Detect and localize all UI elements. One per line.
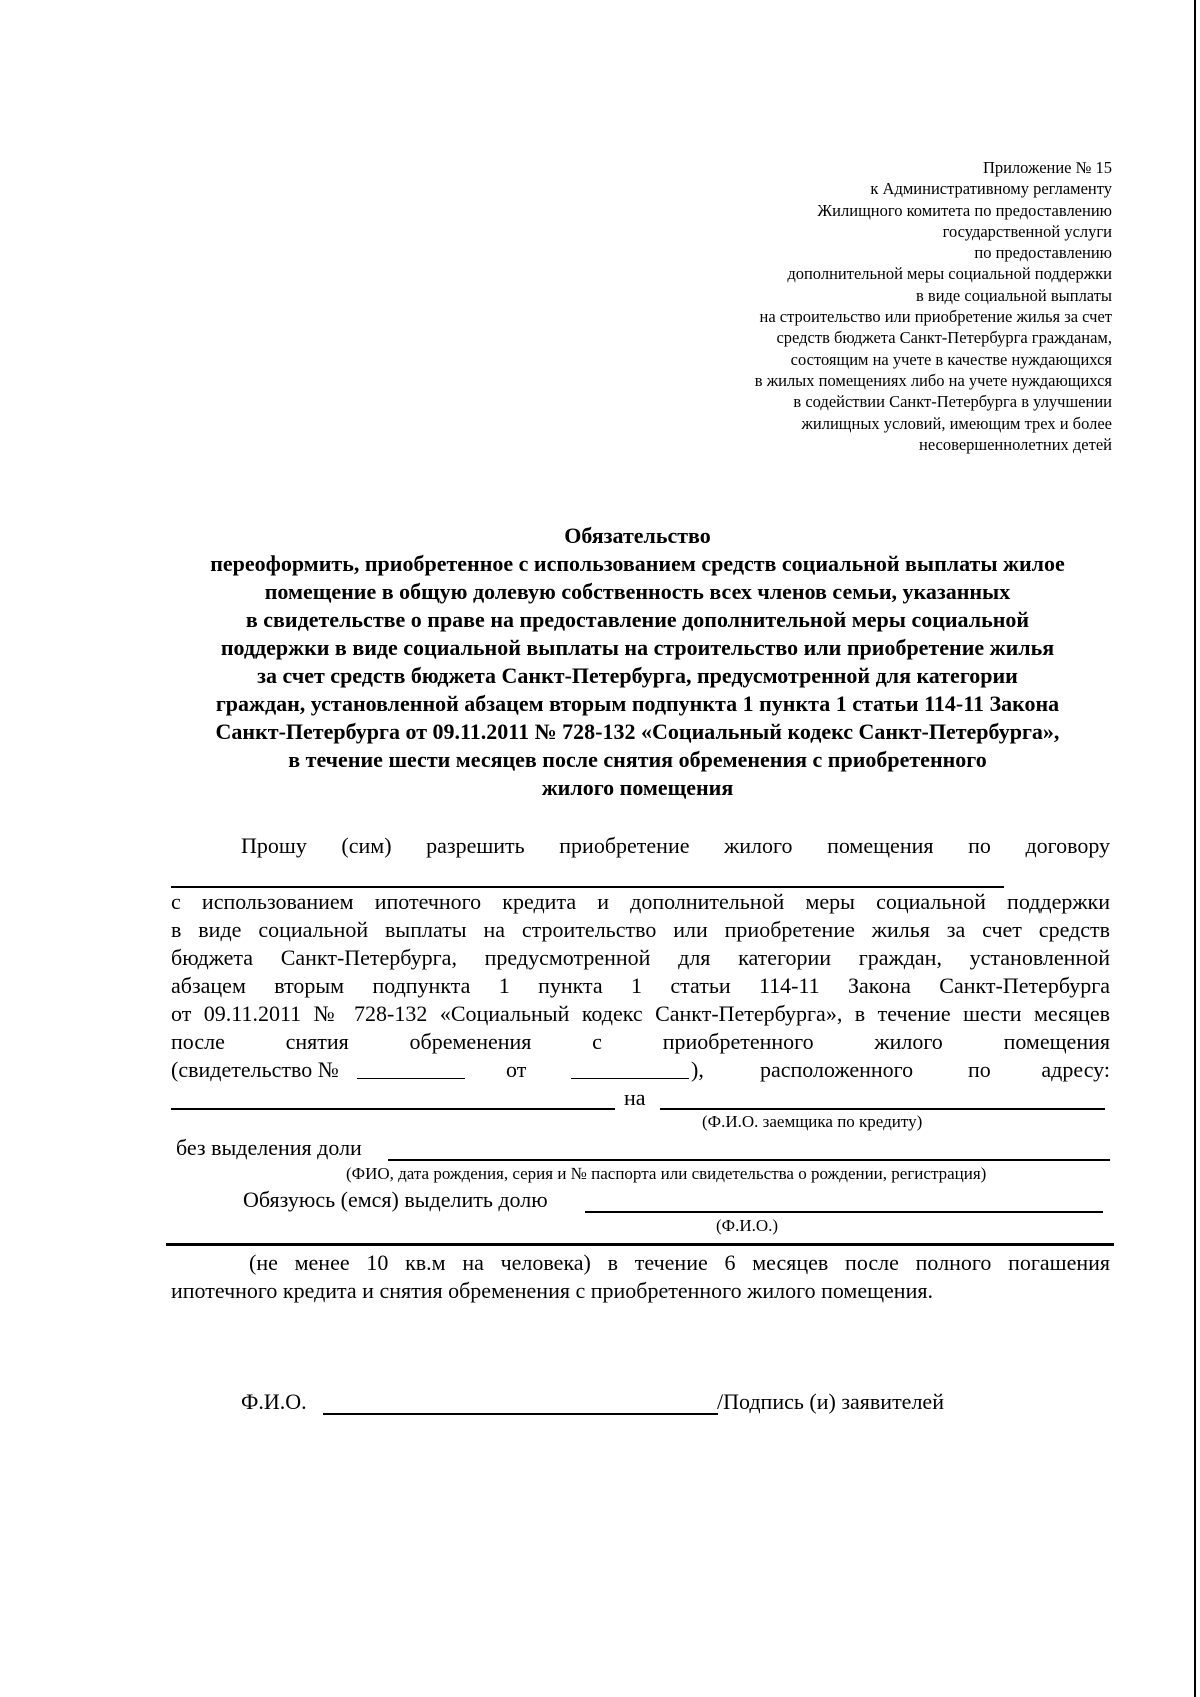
certificate-number-blank[interactable] [357,1078,465,1079]
page-edge-line [1194,0,1196,1697]
appendix-line: государственной услуги [942,221,1112,241]
title-line: поддержки в виде социальной выплаты на строительство или приобретение жилья [220,635,1055,660]
paragraph-word: после [171,1029,225,1054]
request-word: жилого [724,833,793,858]
title-line: переоформить, приобретенное с использованием средств социальной выплаты жилое [210,551,1065,576]
appendix-line: в содействии Санкт-Петербурга в улучшении [793,392,1112,412]
paragraph-line: в виде социальной выплаты на строительство или приобретение жилья за счет средств [171,917,1110,942]
obligation-label: Обязуюсь (емся) выделить долю [243,1187,548,1212]
appendix-line: несовершеннолетних детей [918,434,1112,454]
paragraph-word: снятия [285,1029,349,1054]
borrower-blank-line[interactable] [660,1108,1105,1110]
conclusion-word: после [845,1250,899,1275]
paragraph-line: бюджета Санкт-Петербурга, предусмотренной для категории граждан, установленной [171,945,1110,970]
conclusion-text: ипотечного кредита и снятия обременения с приобретенного жилого помещения. [171,1278,933,1303]
conclusion-line-2 [171,1277,1110,1305]
paragraph-word: с [592,1029,602,1054]
signature-blank-line[interactable] [323,1413,718,1415]
paragraph-line: абзацем вторым подпункта 1 пункта 1 статьи 114-11 Закона Санкт-Петербурга [171,973,1110,998]
appendix-line: Жилищного комитета по предоставлению [817,200,1112,220]
title-line: жилого помещения [541,775,734,800]
conclusion-line-1 [249,1249,1110,1277]
located-label: расположенного [760,1057,914,1082]
obligation-caption: (Ф.И.О.) [716,1216,779,1235]
request-word: разрешить [426,833,525,858]
request-word: помещения [827,833,934,858]
request-word: (сим) [341,833,392,858]
appendix-line: состоящим на учете в качестве нуждающихся [790,349,1112,369]
conclusion-word: месяцев [752,1250,829,1275]
appendix-line: в жилых помещениях либо на учете нуждающихся [754,370,1112,390]
paragraph-word: помещения [1003,1029,1110,1054]
obligation-blank-line[interactable] [585,1211,1103,1213]
request-word: приобретение [559,833,690,858]
appendix-line: дополнительной меры социальной поддержки [787,264,1112,284]
conclusion-word: погашения [1008,1250,1111,1275]
borrower-caption: (Ф.И.О. заемщика по кредиту) [702,1112,923,1131]
document-title [165,522,1110,802]
no-share-caption: (ФИО, дата рождения, серия и № паспорта или свидетельства о рождении, регистрация) [346,1164,987,1183]
request-line [241,832,1110,860]
appendix-block [632,157,1112,455]
appendix-line: по предоставлению [974,243,1112,263]
title-line: граждан, установленной абзацем вторым подпункта 1 пункта 1 статьи 114-11 Закона [215,691,1060,716]
title-line: за счет средств бюджета Санкт-Петербурга, предусмотренной для категории [257,663,1018,688]
no-share-label: без выделения доли [176,1135,362,1160]
at-label: по [968,1057,991,1082]
conclusion-word: в течение [607,1250,708,1275]
fio-label: Ф.И.О. [241,1389,307,1414]
close-paren: ), [691,1057,704,1082]
certificate-label: (свидетельство № [171,1057,339,1082]
conclusion-word: (не менее 10 кв.м на человека) [249,1250,591,1275]
request-word: договору [1025,833,1111,858]
conclusion-word: полного [915,1250,992,1275]
paragraph-word: обременения [409,1029,532,1054]
on-label: на [624,1085,646,1110]
appendix-line: к Административному регламенту [870,179,1112,199]
paragraph-line: от 09.11.2011 № 728-132 «Социальный кодекс Санкт-Петербурга», в течение шести месяцев [171,1001,1110,1026]
paragraph-line: с использованием ипотечного кредита и дополнительной меры социальной поддержки [171,889,1110,914]
appendix-line: жилищных условий, имеющим трех и более [801,413,1112,433]
appendix-line: средств бюджета Санкт-Петербурга гражданам, [776,328,1112,348]
title-heading: Обязательство [564,523,711,548]
paragraph-word: приобретенного [662,1029,814,1054]
request-word: Прошу [241,833,307,858]
from-label: от [506,1057,527,1082]
no-share-blank-line[interactable] [388,1159,1110,1161]
certificate-date-blank[interactable] [571,1078,689,1079]
appendix-line: на строительство или приобретение жилья за счет [759,307,1112,327]
signature-label: /Подпись (и) заявителей [717,1389,944,1414]
conclusion-word: 6 [724,1250,736,1275]
appendix-line: Приложение № 15 [982,158,1112,177]
appendix-line: в виде социальной выплаты [915,285,1112,305]
main-paragraph [171,888,1110,1028]
title-line: в свидетельстве о праве на предоставление дополнительной меры социальной [245,607,1030,632]
paragraph-word: жилого [874,1029,943,1054]
separator-line [166,1243,1114,1246]
paragraph-line-6 [171,1028,1110,1056]
address-label: адресу: [1041,1057,1110,1082]
title-line: в течение шести месяцев после снятия обременения с приобретенного [288,747,987,772]
title-line: помещение в общую долевую собственность всех членов семьи, указанных [264,579,1011,604]
title-line: Санкт-Петербурга от 09.11.2011 № 728-132 «Социальный кодекс Санкт-Петербурга», [215,719,1060,744]
address-blank-line[interactable] [171,1108,615,1110]
request-word: по [968,833,991,858]
